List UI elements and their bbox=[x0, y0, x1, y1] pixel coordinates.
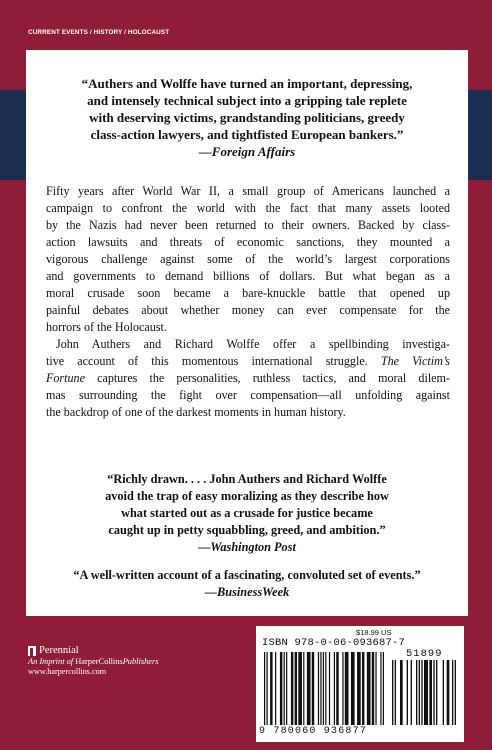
publisher-name: Perennial bbox=[39, 645, 79, 656]
supplement-barcode bbox=[392, 660, 456, 725]
quote-line: “Authers and Wolffe have turned an important, depressing, bbox=[81, 76, 413, 91]
barcode-bar bbox=[345, 652, 349, 725]
quote-line: what started out as a crusade for justice became bbox=[121, 506, 373, 520]
barcode-bar bbox=[383, 652, 384, 725]
price-supplement-label: 51899 bbox=[406, 648, 443, 660]
imprint-suffix: Publishers bbox=[122, 657, 159, 666]
publisher-imprint bbox=[28, 657, 159, 666]
description-paragraph-2 bbox=[46, 336, 450, 421]
barcode-bar bbox=[452, 660, 453, 725]
quote-line: caught up in petty squabbling, greed, and ambition.” bbox=[108, 523, 386, 537]
barcode-bar bbox=[264, 652, 265, 725]
barcode-bar bbox=[284, 652, 285, 725]
quote-line: with deserving victims, grandstanding politicians, greedy bbox=[89, 110, 405, 125]
barcode-bar bbox=[424, 660, 428, 725]
quote-line: avoid the trap of easy moralizing as they describe how bbox=[105, 489, 389, 503]
quote-line: class-action lawyers, and tightfisted European bankers.” bbox=[90, 127, 404, 142]
barcode-bar bbox=[320, 652, 321, 725]
barcode-bar bbox=[436, 660, 437, 725]
publisher-block bbox=[28, 645, 159, 676]
barcode-bar bbox=[362, 652, 364, 725]
barcode-bar bbox=[270, 652, 272, 725]
ean-barcode bbox=[264, 652, 384, 725]
book-title: The Victim’s bbox=[380, 354, 451, 368]
body-line: John Authers and Richard Wolffe offer a spellbinding investiga- bbox=[56, 337, 450, 351]
body-line: vigorous challenge against some of the world’s largest corporations bbox=[46, 252, 450, 266]
body-line: moral crusade soon became a bare-knuckle battle that opened up bbox=[46, 286, 450, 300]
body-line: campaign to confront the world with the fact that many assets looted bbox=[46, 201, 450, 215]
publisher-url: www.harpercollins.com bbox=[28, 667, 107, 676]
barcode-bar bbox=[421, 660, 422, 725]
perennial-logo-icon bbox=[28, 646, 36, 656]
barcode-bar bbox=[447, 660, 450, 725]
barcode-bar bbox=[416, 660, 417, 725]
quote-source: —BusinessWeek bbox=[204, 585, 290, 599]
body-text: tive account of this momentous international struggle. bbox=[46, 354, 368, 368]
description bbox=[46, 183, 450, 421]
barcode-bar bbox=[433, 660, 434, 725]
barcode-bar bbox=[323, 652, 324, 725]
barcode-bar bbox=[455, 660, 456, 725]
barcode-bar bbox=[392, 660, 393, 725]
barcode-bar bbox=[298, 652, 302, 725]
barcode-bar bbox=[443, 660, 444, 725]
barcode-bar bbox=[280, 652, 282, 725]
barcode-bar bbox=[375, 652, 376, 725]
quote-foreign-affairs bbox=[26, 75, 468, 160]
body-line: painful debates about whether money can ever compensate for the bbox=[46, 303, 450, 317]
barcode-bar bbox=[380, 652, 381, 725]
barcode-bar bbox=[372, 652, 374, 725]
body-line: the backdrop of one of the darkest moments in human history. bbox=[46, 405, 346, 419]
barcode-bar bbox=[411, 660, 412, 725]
body-line: mas surrounding the fight over compensation—all unfolding against bbox=[46, 388, 450, 402]
body-line: Fifty years after World War II, a small group of Americans launched a bbox=[46, 184, 450, 198]
body-line: action lawsuits and threats of economic sanctions, they mounted a bbox=[46, 235, 450, 249]
publisher-brand bbox=[28, 645, 159, 656]
body-line: and governments to demand billions of dollars. But what began as a bbox=[46, 269, 450, 283]
description-paragraph-1 bbox=[46, 183, 450, 336]
body-line: horrors of the Holocaust. bbox=[46, 320, 167, 334]
barcode-bar bbox=[336, 652, 338, 725]
price-label: $18.99 US bbox=[356, 628, 392, 637]
book-title: Fortune bbox=[46, 371, 85, 385]
quote-line: “A well-written account of a fascinating, convoluted set of events.” bbox=[73, 568, 421, 582]
text-panel bbox=[26, 50, 468, 616]
barcode-bar bbox=[275, 652, 276, 725]
category-label: CURRENT EVENTS / HISTORY / HOLOCAUST bbox=[28, 29, 170, 36]
body-line bbox=[46, 370, 450, 387]
barcode-bar bbox=[334, 652, 335, 725]
barcode-bar bbox=[407, 660, 408, 725]
barcode-bar bbox=[429, 660, 432, 725]
barcode-bar bbox=[395, 660, 396, 725]
quote-line: and intensely technical subject into a gripping tale replete bbox=[87, 93, 407, 108]
barcode-bar bbox=[367, 652, 371, 725]
barcode-bar bbox=[351, 652, 355, 725]
body-line bbox=[46, 353, 450, 370]
quote-source: —Foreign Affairs bbox=[198, 144, 296, 159]
quote-source: —Washington Post bbox=[198, 540, 296, 554]
barcode-bar bbox=[325, 652, 326, 725]
barcode-panel bbox=[256, 626, 464, 742]
barcode-bar bbox=[312, 652, 314, 725]
barcode-bar bbox=[291, 652, 293, 725]
barcode-bar bbox=[295, 652, 297, 725]
ean-number: 9 780060 936877 bbox=[259, 726, 368, 737]
body-text: captures the personalities, ruthless tactics, and moral dilem- bbox=[84, 371, 450, 385]
imprint-prefix: An Imprint of bbox=[28, 657, 76, 666]
barcode-bar bbox=[400, 660, 403, 725]
imprint-house: HarperCollins bbox=[75, 657, 123, 666]
isbn-label: ISBN 978-0-06-093687-7 bbox=[262, 637, 406, 649]
barcode-bar bbox=[419, 660, 420, 725]
quote-washington-post bbox=[26, 471, 468, 556]
barcode-bar bbox=[357, 652, 361, 725]
body-line: by the Nazis had never been returned to their owners. Backed by class- bbox=[46, 218, 450, 232]
barcode-bar bbox=[342, 652, 343, 725]
barcode-bar bbox=[318, 652, 319, 725]
barcode-bar bbox=[329, 652, 330, 725]
barcode-bar bbox=[286, 652, 287, 725]
quote-line: “Richly drawn. . . . John Authers and Richard Wolffe bbox=[107, 472, 387, 486]
barcode-bar bbox=[303, 652, 304, 725]
barcode-bar bbox=[307, 652, 311, 725]
quote-businessweek bbox=[26, 567, 468, 601]
barcode-bar bbox=[266, 652, 267, 725]
